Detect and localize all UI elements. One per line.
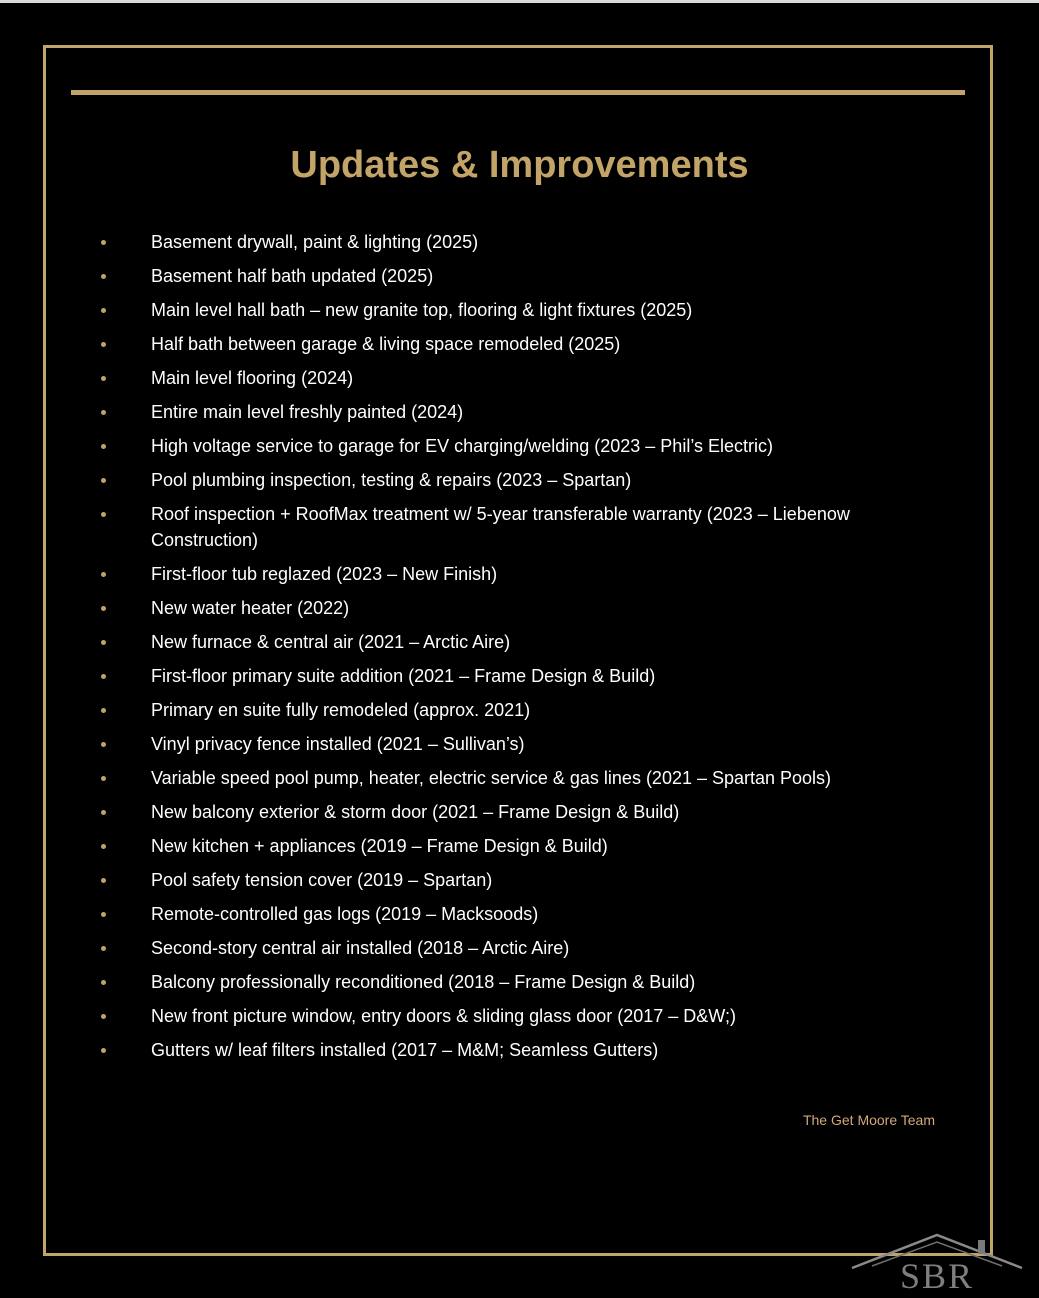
page-top-edge [0,0,1039,3]
list-item [96,229,916,255]
list-item [96,501,916,553]
bullet-icon [101,308,106,313]
list-item-text: Primary en suite fully remodeled (approx. 2021) [151,700,531,720]
bullet-icon [101,844,106,849]
list-item [96,297,916,323]
list-item [96,399,916,425]
page-title: Updates & Improvements [290,144,749,186]
list-item [96,433,916,459]
bullet-icon [101,674,106,679]
list-item-text: Main level flooring (2024) [151,368,354,388]
sbr-logo-text: SBR [899,1256,975,1292]
bullet-icon [101,572,106,577]
bullet-icon [101,376,106,381]
list-item [96,561,916,587]
list-item [96,969,916,995]
list-item-text: Balcony professionally reconditioned (2018 – Frame Design & Build) [151,972,696,992]
list-item-text: Half bath between garage & living space remodeled (2025) [151,334,621,354]
list-item [96,365,916,391]
list-item [96,663,916,689]
bullet-icon [101,240,106,245]
list-item [96,697,916,723]
list-item [96,799,916,825]
list-item-text: New front picture window, entry doors & sliding glass door (2017 – D&W;) [151,1006,736,1026]
bullet-icon [101,1014,106,1019]
bullet-icon [101,946,106,951]
sbr-logo [850,1230,1025,1292]
list-item-text: Roof inspection + RoofMax treatment w/ 5-year transferable warranty (2023 – Liebenow Construction) [151,504,850,550]
bullet-icon [101,444,106,449]
bullet-icon [101,1048,106,1053]
bullet-icon [101,810,106,815]
list-item-text: Gutters w/ leaf filters installed (2017 – M&M; Seamless Gutters) [151,1040,659,1060]
list-item [96,935,916,961]
list-item [96,901,916,927]
bullet-icon [101,708,106,713]
list-item [96,867,916,893]
list-item-text: Remote-controlled gas logs (2019 – Macksoods) [151,904,539,924]
bullet-icon [101,776,106,781]
list-item-text: Pool plumbing inspection, testing & repairs (2023 – Spartan) [151,470,632,490]
chimney-icon [978,1240,985,1254]
list-item [96,1003,916,1029]
list-item-text: Entire main level freshly painted (2024) [151,402,464,422]
list-item-text: New furnace & central air (2021 – Arctic Aire) [151,632,511,652]
bullet-icon [101,980,106,985]
list-item [96,833,916,859]
bullet-icon [101,878,106,883]
bullet-icon [101,512,106,517]
list-item-text: New balcony exterior & storm door (2021 – Frame Design & Build) [151,802,680,822]
list-item-text: Pool safety tension cover (2019 – Spartan) [151,870,493,890]
list-item [96,467,916,493]
list-item-text: First-floor tub reglazed (2023 – New Finish) [151,564,498,584]
list-item-text: Basement half bath updated (2025) [151,266,434,286]
improvements-list [96,229,916,1071]
list-item-text: First-floor primary suite addition (2021 – Frame Design & Build) [151,666,656,686]
list-item [96,629,916,655]
list-item [96,765,916,791]
list-item-text: Basement drywall, paint & lighting (2025) [151,232,479,252]
bullet-icon [101,912,106,917]
bullet-icon [101,640,106,645]
list-item [96,263,916,289]
list-item [96,1037,916,1063]
list-item-text: New kitchen + appliances (2019 – Frame Design & Build) [151,836,608,856]
footer-credit: The Get Moore Team [802,1112,935,1128]
bullet-icon [101,410,106,415]
list-item [96,595,916,621]
list-item [96,331,916,357]
top-gold-rule [71,90,965,95]
list-item-text: Second-story central air installed (2018 – Arctic Aire) [151,938,570,958]
list-item-text: High voltage service to garage for EV charging/welding (2023 – Phil’s Electric) [151,436,773,456]
bullet-icon [101,742,106,747]
bullet-icon [101,274,106,279]
bullet-icon [101,606,106,611]
list-item [96,731,916,757]
list-item-text: Variable speed pool pump, heater, electric service & gas lines (2021 – Spartan Pools) [151,768,832,788]
list-item-text: New water heater (2022) [151,598,350,618]
bullet-icon [101,478,106,483]
list-item-text: Main level hall bath – new granite top, flooring & light fixtures (2025) [151,300,693,320]
list-item-text: Vinyl privacy fence installed (2021 – Sullivan’s) [151,734,525,754]
bullet-icon [101,342,106,347]
